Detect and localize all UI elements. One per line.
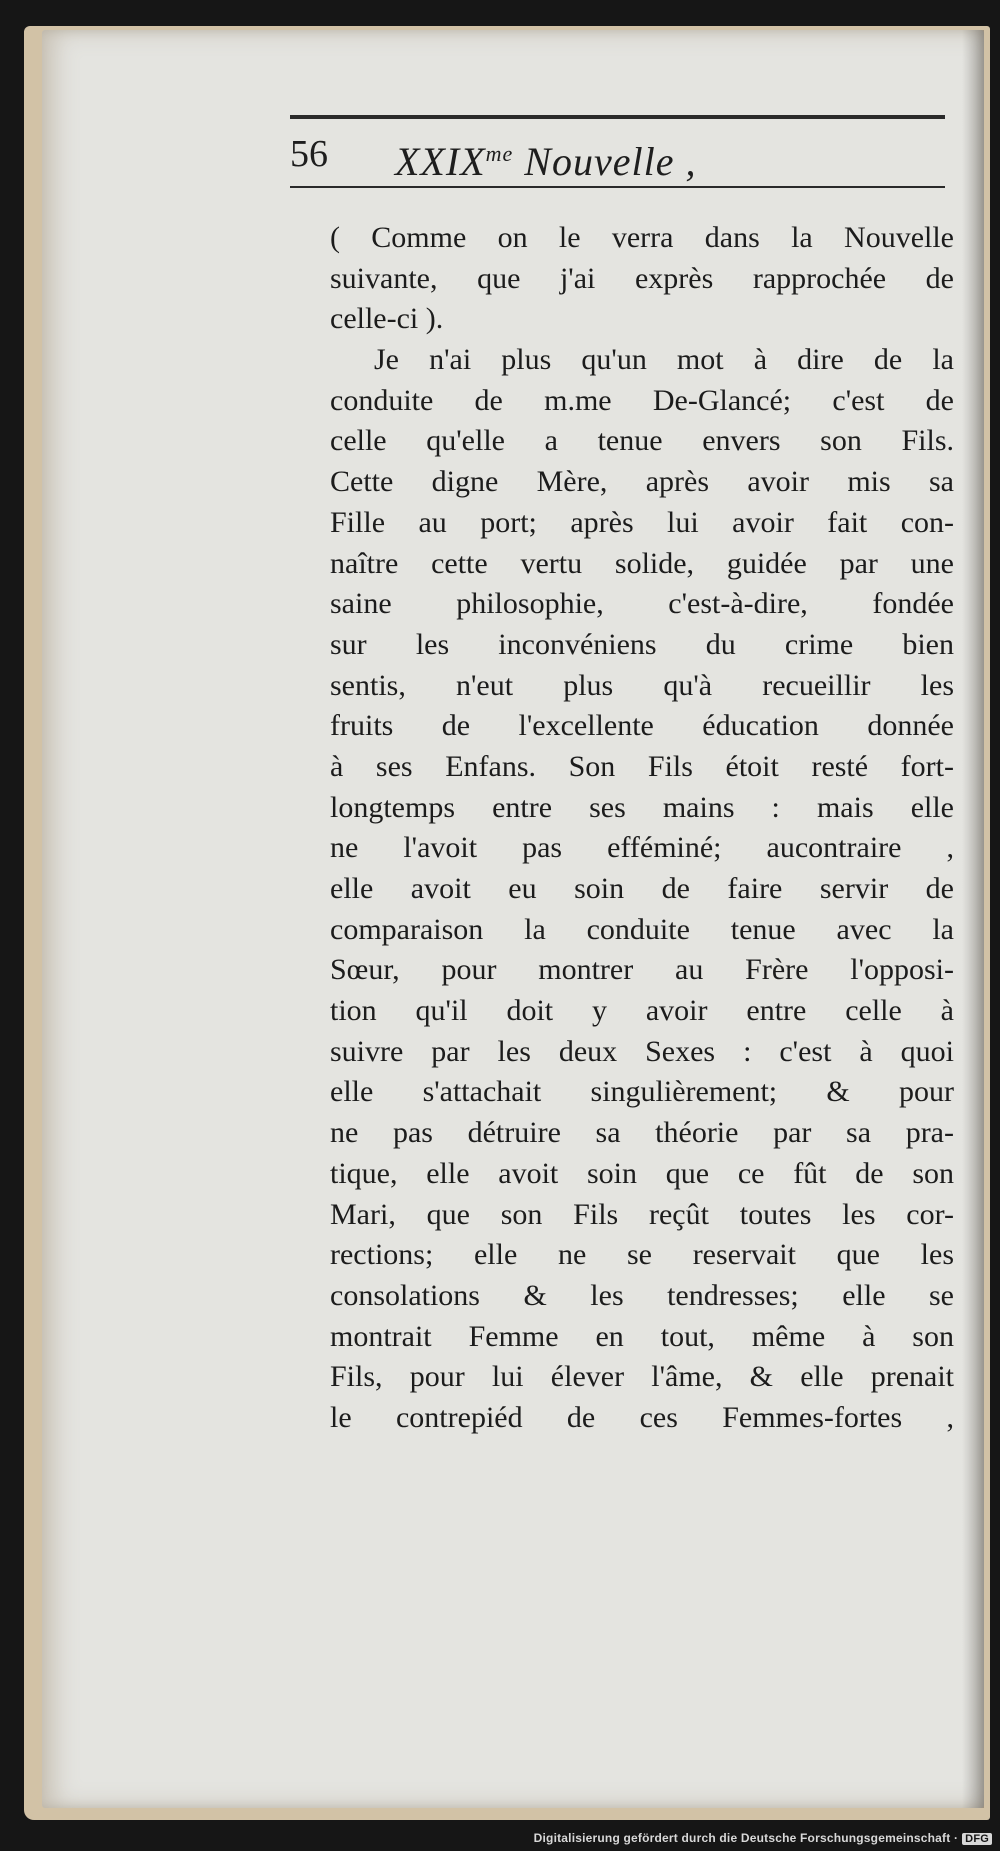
page-number: 56 <box>290 133 328 175</box>
text-line: comparaison la conduite tenue avec la <box>330 912 954 946</box>
text-line: montrait Femme en tout, même à son <box>330 1319 954 1353</box>
body-text <box>330 218 954 1439</box>
chapter-word: Nouvelle , <box>524 139 697 184</box>
text-line: conduite de m.me De-Glancé; c'est de <box>330 383 954 417</box>
text-line: Mari, que son Fils reçût toutes les cor- <box>330 1197 954 1231</box>
digitization-credit <box>534 1831 992 1845</box>
text-line: tion qu'il doit y avoir entre celle à <box>330 994 954 1028</box>
text-line: saine philosophie, c'est-à-dire, fondée <box>330 587 954 621</box>
text-line: ( Comme on le verra dans la Nouvelle <box>330 221 954 254</box>
running-head <box>290 125 945 183</box>
chapter-ordinal: me <box>485 141 514 166</box>
text-line: fruits de l'excellente éducation donnée <box>330 709 954 743</box>
text-line: ne pas détruire sa théorie par sa pra- <box>330 1116 954 1150</box>
text-line: suivante, que j'ai exprès rapprochée de <box>330 261 954 295</box>
text-line: Fils, pour lui élever l'âme, & elle prenait <box>330 1360 954 1394</box>
text-line: à ses Enfans. Son Fils étoit resté fort- <box>330 749 954 783</box>
text-line: Sœur, pour montrer au Frère l'opposi- <box>330 953 954 987</box>
credit-text: Digitalisierung gefördert durch die Deutsche Forschungsgemeinschaft · <box>533 1831 959 1845</box>
header-rule-bottom <box>290 186 945 188</box>
text-line: Fille au port; après lui avoir fait con- <box>330 505 954 539</box>
text-line: elle avoit eu soin de faire servir de <box>330 872 954 905</box>
text-line: celle-ci ). <box>330 302 444 336</box>
spine-shadow <box>962 30 984 1808</box>
text-line: sentis, n'eut plus qu'à recueillir les <box>330 668 954 702</box>
chapter-numeral: XXIX <box>395 139 486 184</box>
text-line: naître cette vertu solide, guidée par une <box>330 546 954 580</box>
text-line: elle s'attachait singulièrement; & pour <box>330 1075 954 1109</box>
text-line: Cette digne Mère, après avoir mis sa <box>330 465 954 499</box>
text-line: consolations & les tendresses; elle se <box>330 1278 954 1312</box>
text-line: celle qu'elle a tenue envers son Fils. <box>330 424 954 458</box>
text-line: longtemps entre ses mains : mais elle <box>330 790 954 824</box>
text-line: sur les inconvéniens du crime bien <box>330 627 954 661</box>
text-line: Je n'ai plus qu'un mot à dire de la <box>374 343 954 377</box>
dfg-logo: DFG <box>962 1833 992 1845</box>
header-rule-top <box>290 115 945 119</box>
text-line: suivre par les deux Sexes : c'est à quoi <box>330 1034 954 1068</box>
text-line: ne l'avoit pas efféminé; aucontraire , <box>330 831 954 865</box>
text-line: tique, elle avoit soin que ce fût de son <box>330 1156 954 1190</box>
chapter-title <box>395 125 696 191</box>
text-line: le contrepiéd de ces Femmes-fortes , <box>330 1400 954 1434</box>
text-line: rections; elle ne se reservait que les <box>330 1238 954 1272</box>
